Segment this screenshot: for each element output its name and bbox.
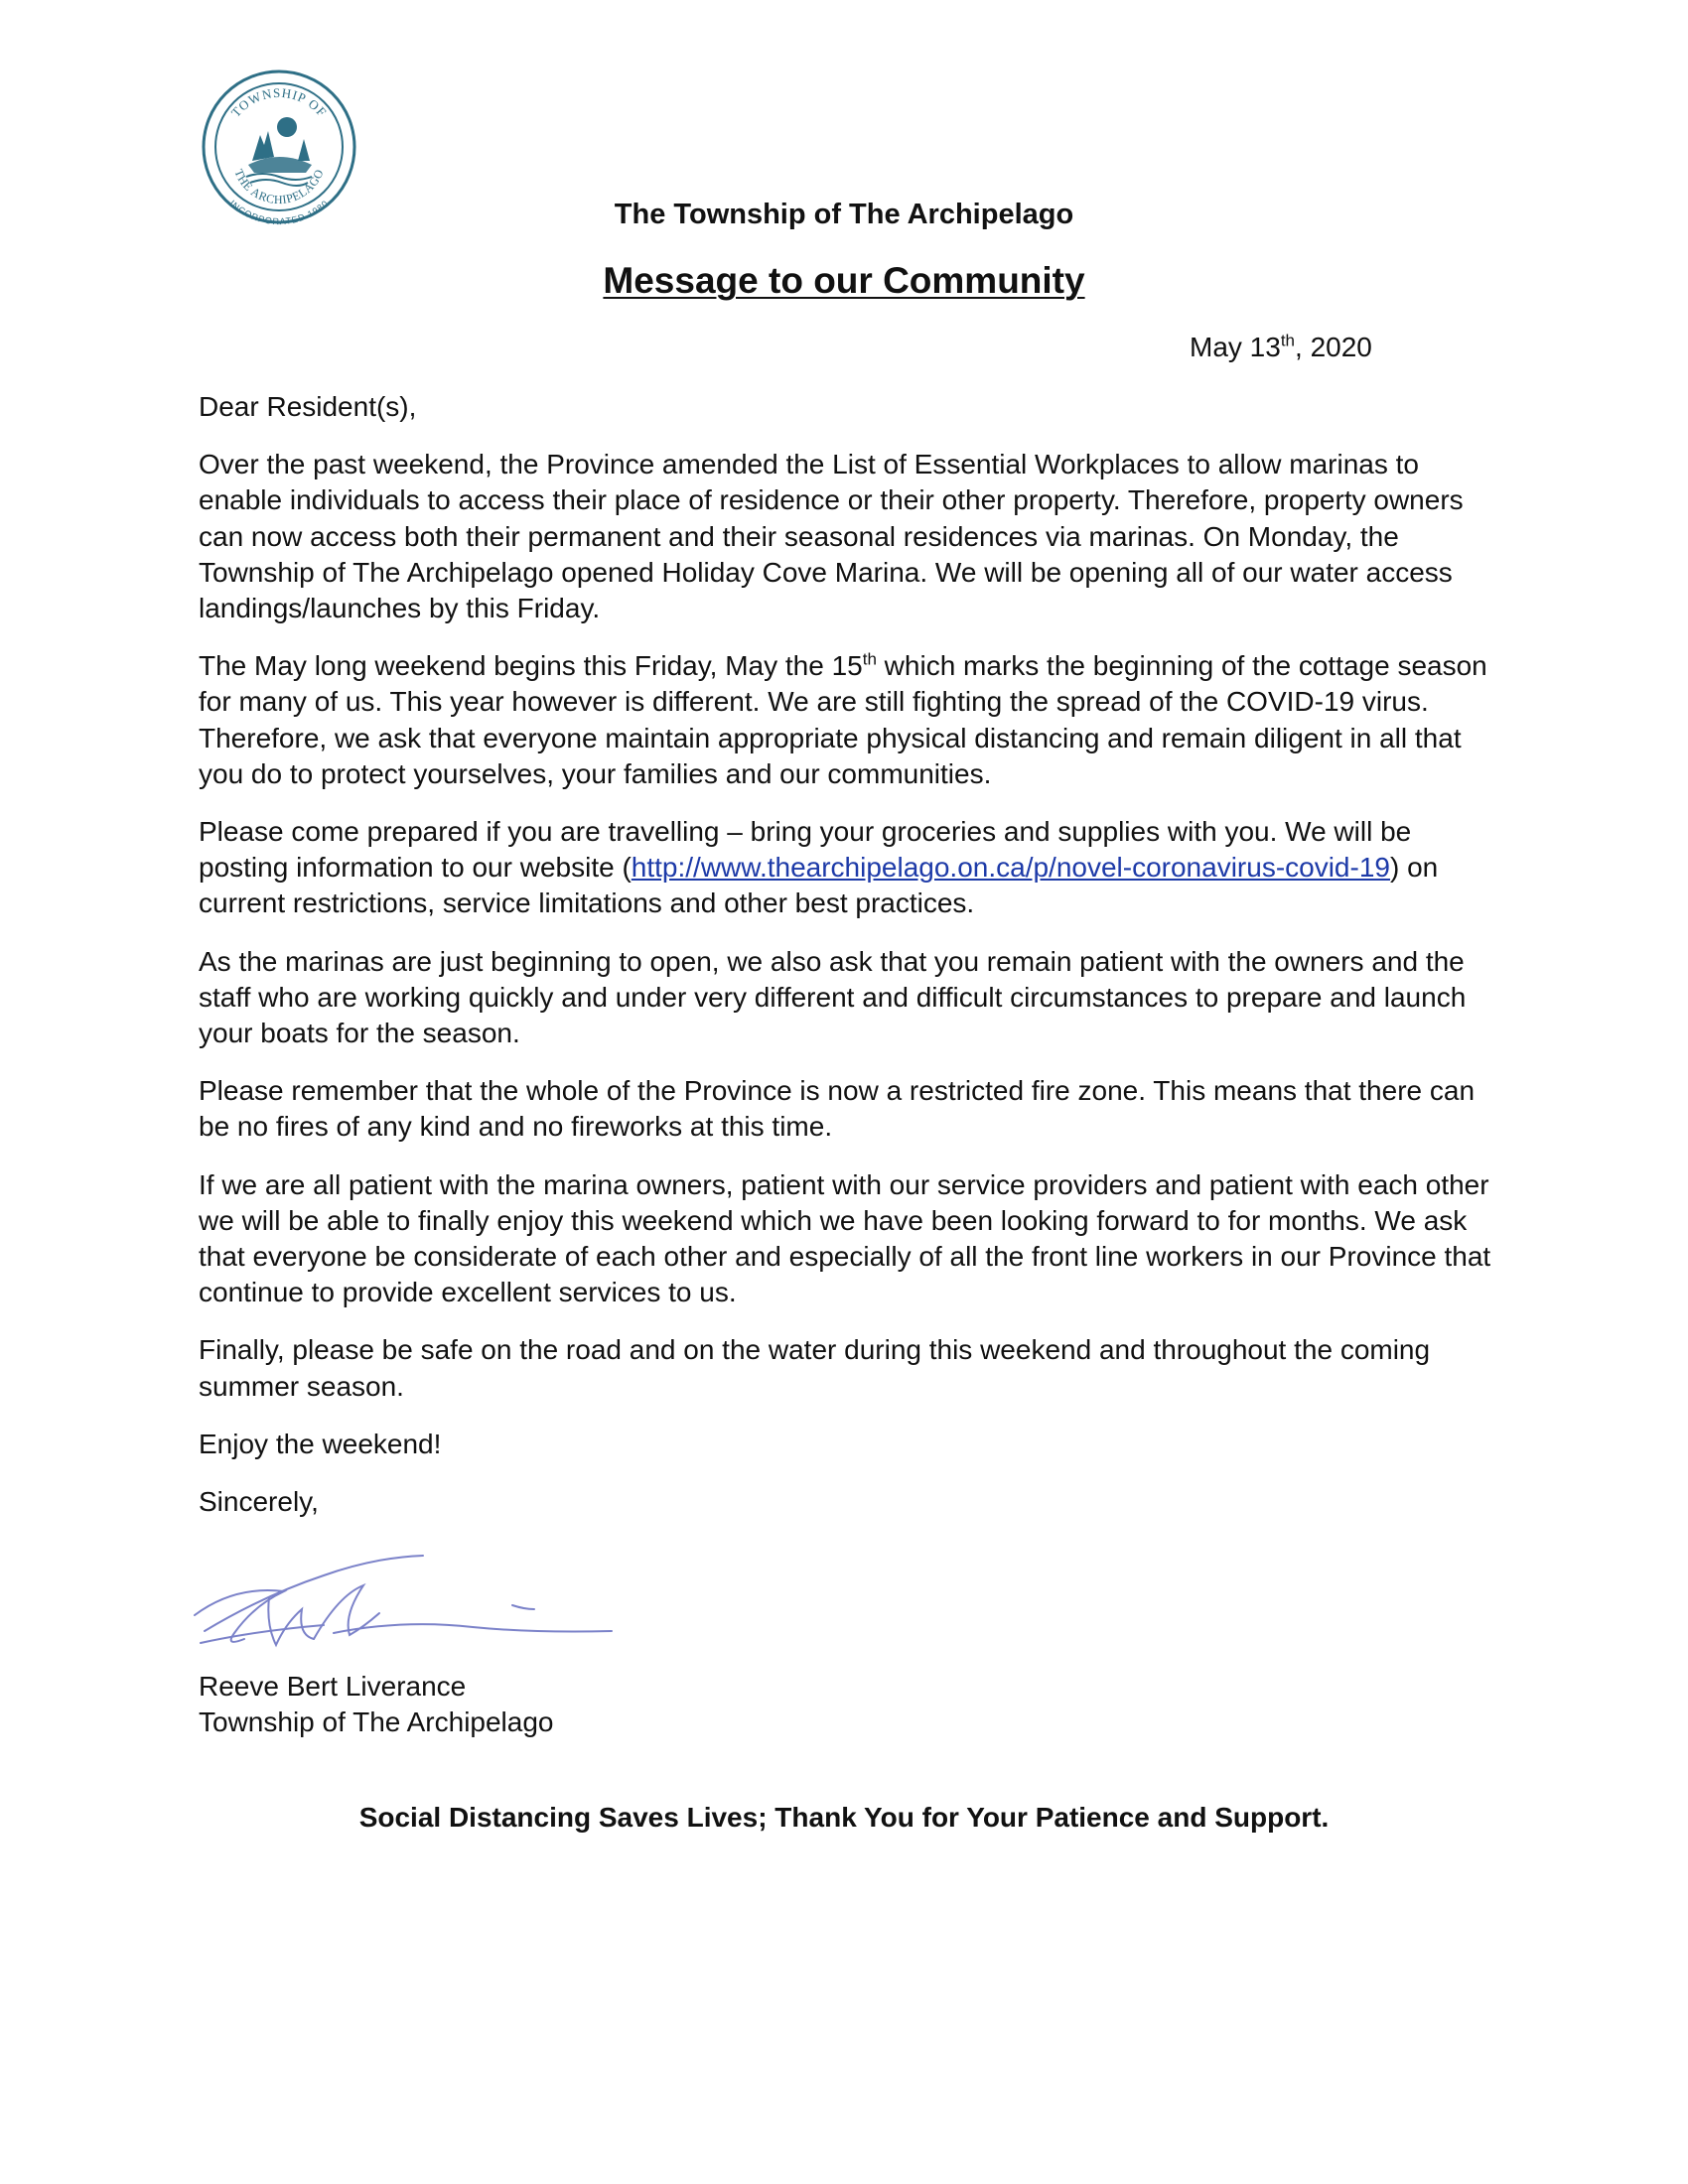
paragraph-7: Finally, please be safe on the road and on the water during this weekend and throughout the coming summer season. (199, 1334, 1431, 1402)
paragraph-2-part-1: The May long weekend begins this Friday, May the 15 (199, 650, 863, 682)
date-prefix: May 13 (1190, 332, 1281, 362)
paragraph-3-part-2: ) on current restrictions, service limitations and other best practices. (199, 852, 1439, 919)
valediction: Sincerely, (199, 1486, 319, 1518)
salutation: Dear Resident(s), (199, 391, 417, 422)
date-year: , 2020 (1295, 332, 1372, 362)
paragraph-2-part-2: which marks the beginning of the cottage season for many of us. This year however is different. We are still fighting the spread of the COVID-19 virus. Therefore, we ask that everyone maintain appropriate physical distancing and remain diligent in all that you do to protect yourselves, your families and our communities. (199, 650, 1487, 789)
organization-name: The Township of The Archipelago (614, 199, 1074, 230)
paragraph-4: As the marinas are just beginning to open, we also ask that you remain patient with the owners and the staff who are working quickly and under very different and difficult circumstances to prepare and launch your boats for the season. (199, 945, 1467, 1049)
signer-name: Reeve Bert Liverance (199, 1671, 467, 1703)
letter-headline (0, 260, 1688, 302)
svg-text:TOWNSHIP OF: TOWNSHIP OF (227, 84, 331, 120)
paragraph-3-part-1: Please come prepared if you are travelling – bring your groceries and supplies with you. We will be posting information to our website ( (199, 816, 1412, 884)
svg-text:THE ARCHIPELAGO: THE ARCHIPELAGO (231, 167, 327, 207)
closing-line: Enjoy the weekend! (199, 1428, 442, 1459)
paragraph-6: If we are all patient with the marina owners, patient with our service providers and patient with each other we will be able to finally enjoy this weekend which we have been looking forward to for months. We ask that everyone be considerate of each other and especially of all the front line workers in our Province that continue to provide excellent services to us. (199, 1168, 1491, 1308)
paragraph-2 (199, 648, 1499, 792)
date-ordinal: th (1280, 331, 1296, 350)
handwritten-signature (175, 1536, 622, 1665)
letter-body (199, 389, 1499, 1741)
website-link[interactable]: http://www.thearchipelago.on.ca/p/novel-coronavirus-covid-19 (631, 852, 1390, 884)
paragraph-1: Over the past weekend, the Province amended the List of Essential Workplaces to allow marinas to enable individuals to access their place of residence or their other property. Therefore, property owners can now access both their permanent and their seasonal residences via marinas. On Monday, the Township of The Archipelago opened Holiday Cove Marina. We will be opening all of our water access landings/launches by this Friday. (199, 449, 1464, 624)
svg-text:INCORPORATED 1980: INCORPORATED 1980 (227, 198, 331, 227)
paragraph-3 (199, 814, 1499, 922)
organization-title (0, 199, 1688, 231)
signer-organization: Township of The Archipelago (199, 1706, 554, 1738)
paragraph-5: Please remember that the whole of the Province is now a restricted fire zone. This means that there can be no fires of any kind and no fireworks at this time. (199, 1075, 1476, 1143)
footer-tagline: Social Distancing Saves Lives; Thank You for Your Patience and Support. (358, 1802, 1330, 1833)
paragraph-2-ordinal: th (862, 649, 877, 669)
headline-text: Message to our Community (603, 260, 1085, 301)
letter-date (1190, 332, 1372, 363)
